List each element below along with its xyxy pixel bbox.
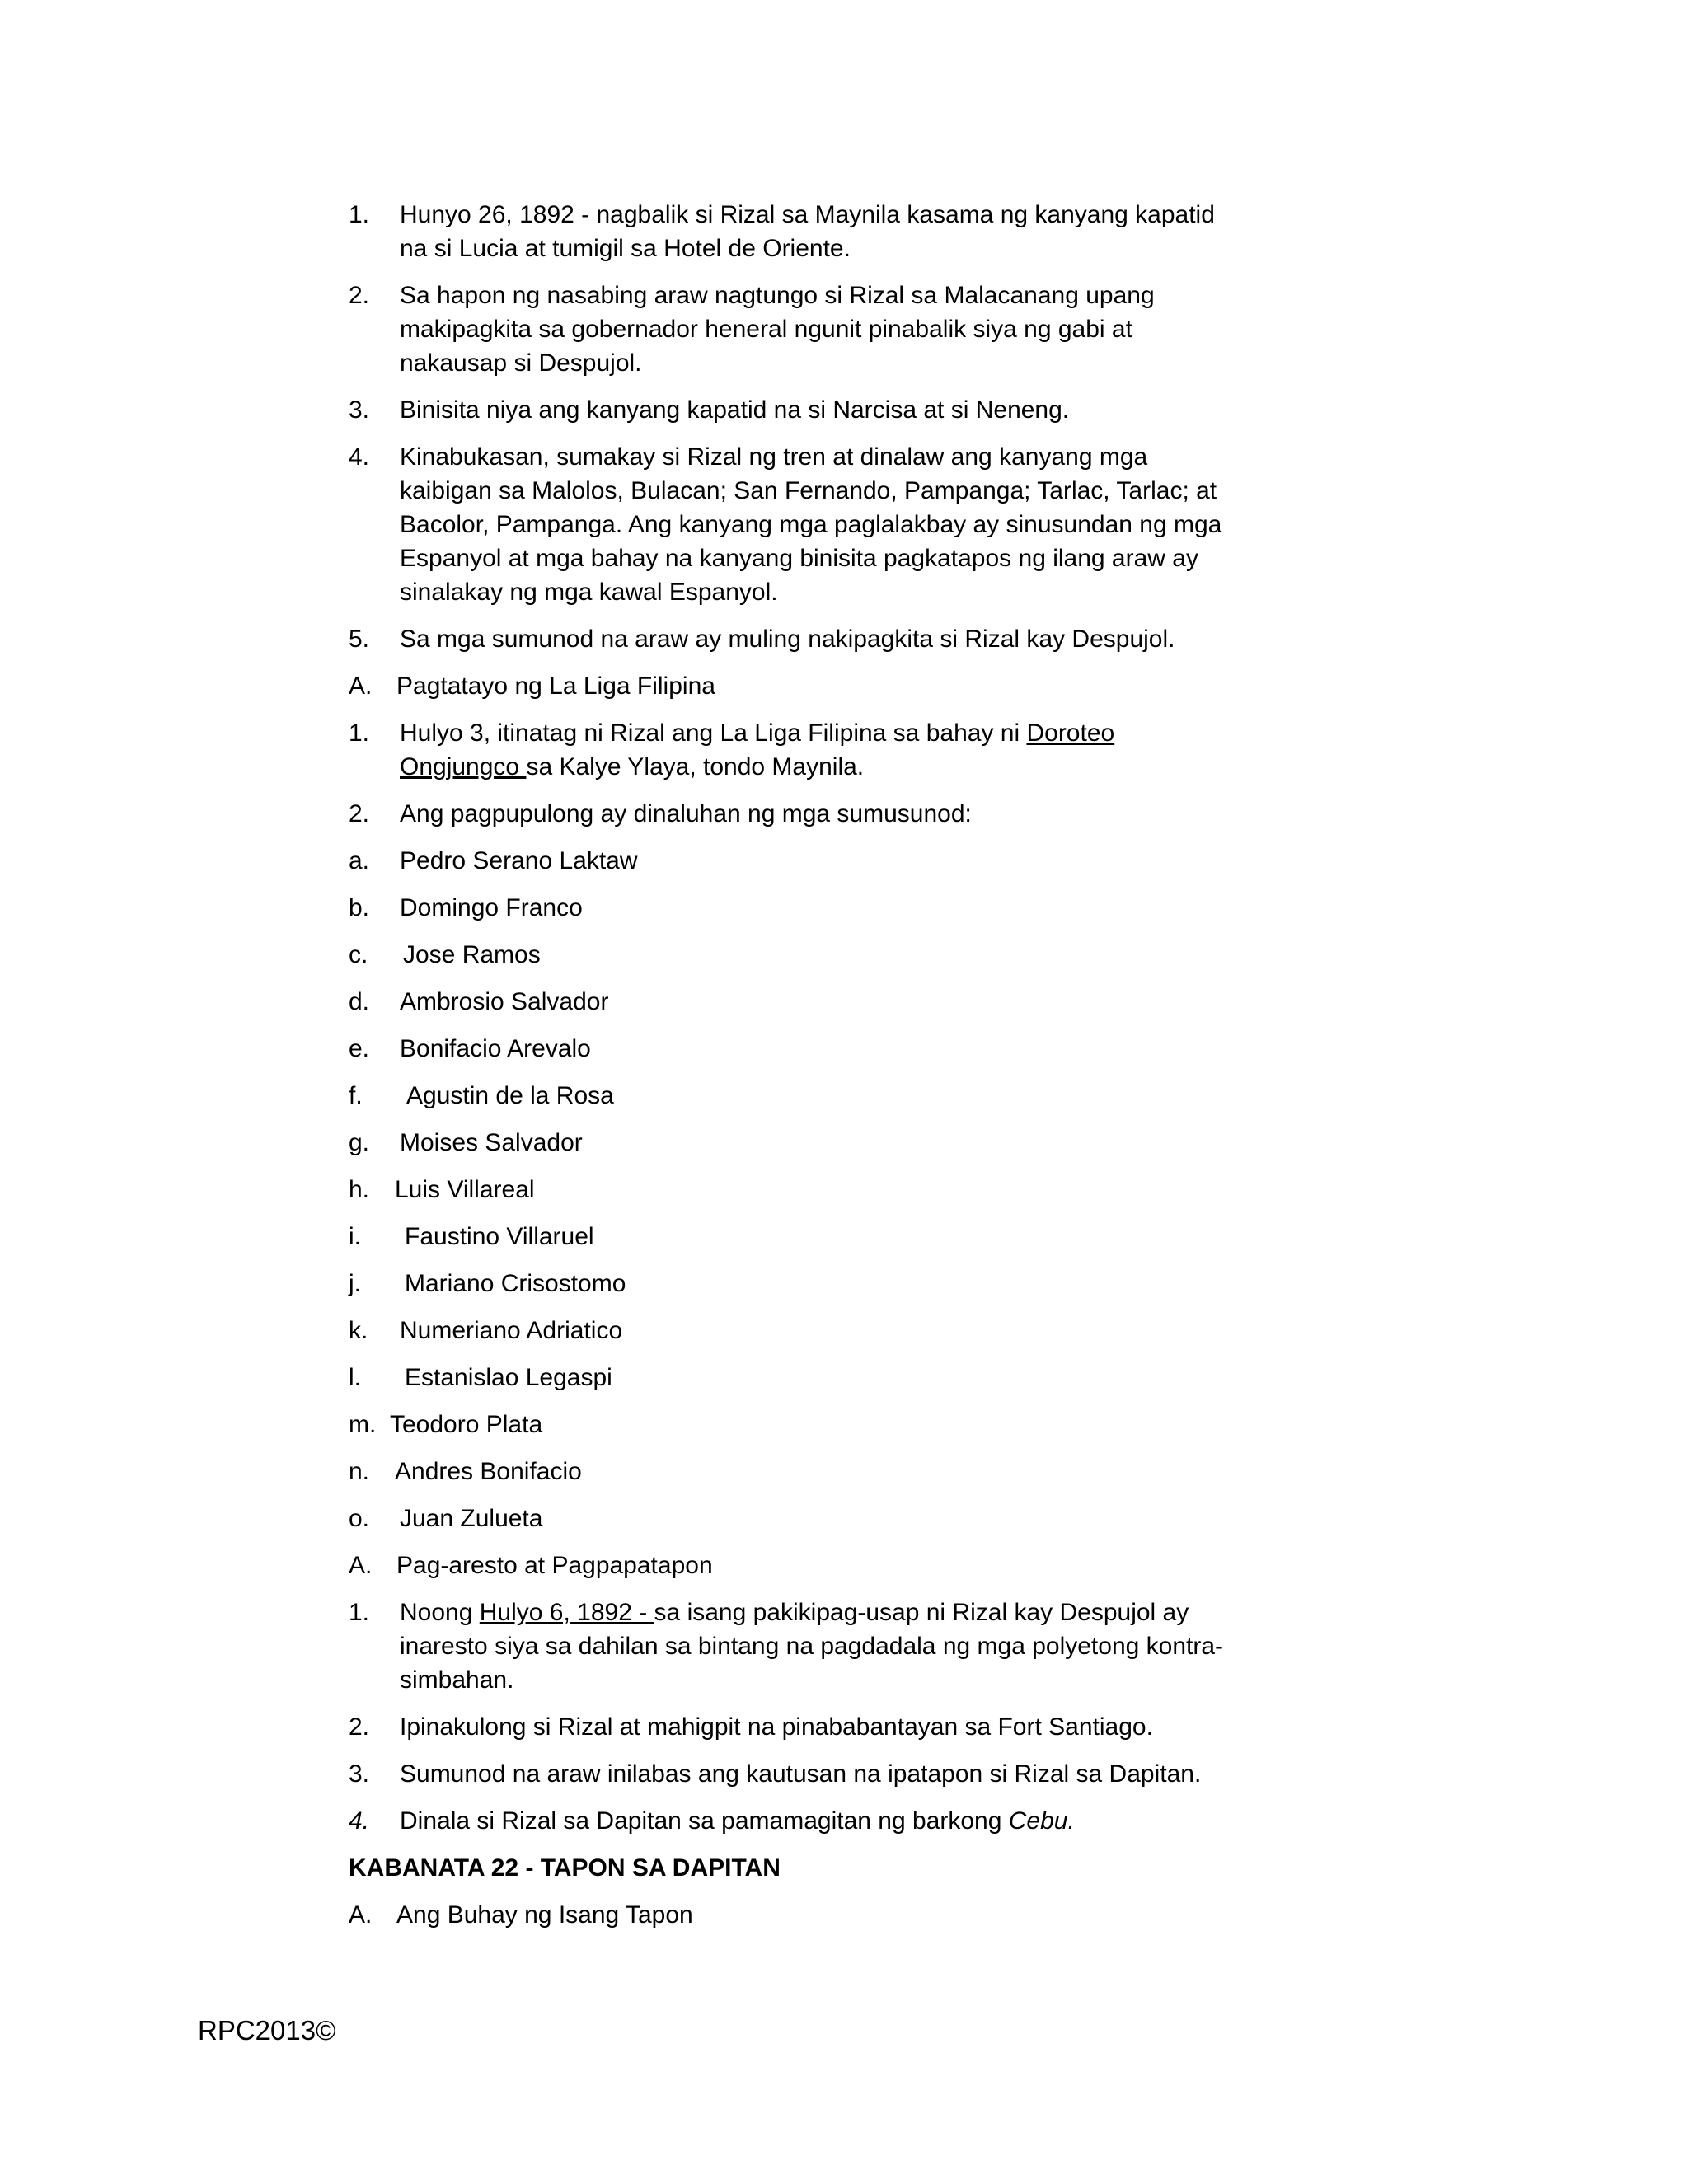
attendee-item <box>349 1079 1239 1113</box>
list-item <box>349 198 1239 265</box>
list-item <box>349 1757 1239 1791</box>
section-heading-liga <box>349 669 1239 703</box>
list-item <box>349 1710 1239 1744</box>
section-title: Pagtatayo ng La Liga Filipina <box>396 673 715 700</box>
attendee-name: Andres Bonifacio <box>395 1458 582 1485</box>
attendee-name: Jose Ramos <box>403 941 541 968</box>
list-item <box>349 622 1239 656</box>
chapter-heading: KABANATA 22 - TAPON SA DAPITAN <box>349 1854 781 1882</box>
list-marker: f. <box>349 1082 363 1109</box>
attendee-item <box>349 1173 1239 1207</box>
list-item-text: Ang pagpupulong ay dinaluhan ng mga sumusunod: <box>400 800 972 827</box>
list-item <box>349 716 1239 784</box>
list-item-text: Sumunod na araw inilabas ang kautusan na ipatapon si Rizal sa Dapitan. <box>400 1760 1202 1788</box>
list-item <box>349 279 1239 380</box>
underlined-name: Doroteo Ongjungco <box>400 719 1115 780</box>
list-marker: 2. <box>349 1713 370 1741</box>
list-marker: k. <box>349 1317 368 1344</box>
list-marker: 2. <box>349 282 370 309</box>
list-marker: 4. <box>349 443 370 471</box>
attendee-item <box>349 1314 1239 1347</box>
list-item-text <box>400 1596 1239 1697</box>
list-marker: 4. <box>349 1807 370 1835</box>
attendee-item <box>349 891 1239 925</box>
attendee-item <box>349 1126 1239 1160</box>
attendee-name: Bonifacio Arevalo <box>400 1035 591 1062</box>
section-heading-aresto <box>349 1549 1239 1582</box>
list-marker: 5. <box>349 626 370 653</box>
attendee-item <box>349 1220 1239 1254</box>
section-marker: A. <box>349 673 373 700</box>
attendee-name: Ambrosio Salvador <box>400 988 609 1015</box>
attendee-name: Teodoro Plata <box>390 1411 543 1438</box>
list-marker: 1. <box>349 719 370 747</box>
attendee-name: Agustin de la Rosa <box>406 1082 614 1109</box>
ship-name: Cebu. <box>1008 1807 1075 1835</box>
attendee-name: Pedro Serano Laktaw <box>400 847 638 874</box>
list-marker: m. <box>349 1411 377 1438</box>
document-body <box>349 198 1239 1945</box>
attendee-name: Juan Zulueta <box>400 1505 543 1532</box>
list-marker: 3. <box>349 1760 370 1788</box>
list-marker: h. <box>349 1176 370 1203</box>
list-marker: n. <box>349 1458 370 1485</box>
attendee-name: Mariano Crisostomo <box>405 1270 626 1297</box>
section-title: Pag-aresto at Pagpapatapon <box>396 1552 713 1579</box>
list-item-text: Kinabukasan, sumakay si Rizal ng tren at dinalaw ang kanyang mga kaibigan sa Malolos, Bulacan; San Fernando, Pampanga; Tarlac, Tarlac; at Bacolor, Pampanga. Ang kanyang mga paglalakbay ay sinusundan ng mga Espanyol at mga bahay na kanyang binisita pagkatapos ng ilang araw ay sinalakay ng mga kawal Espanyol. <box>400 443 1222 606</box>
list-marker: 1. <box>349 1599 370 1626</box>
attendee-name: Faustino Villaruel <box>405 1223 594 1250</box>
attendee-item <box>349 1267 1239 1301</box>
list-item-text: Binisita niya ang kanyang kapatid na si Narcisa at si Neneng. <box>400 396 1070 424</box>
underlined-date: Hulyo 6, 1892 - <box>479 1599 654 1626</box>
list-item <box>349 1596 1239 1697</box>
attendee-item <box>349 1408 1239 1441</box>
list-marker: d. <box>349 988 370 1015</box>
attendee-item <box>349 844 1239 878</box>
list-item-text: Sa hapon ng nasabing araw nagtungo si Rizal sa Malacanang upang makipagkita sa gobernador heneral ngunit pinabalik siya ng gabi at nakausap si Despujol. <box>400 282 1155 377</box>
section-marker: A. <box>349 1901 373 1929</box>
attendee-item <box>349 1032 1239 1066</box>
list-marker: g. <box>349 1129 370 1156</box>
list-marker: 2. <box>349 800 370 827</box>
list-marker: l. <box>349 1364 361 1391</box>
page-footer: RPC2013© <box>198 2015 336 2046</box>
attendee-item <box>349 1455 1239 1488</box>
list-item-text: Hunyo 26, 1892 - nagbalik si Rizal sa Maynila kasama ng kanyang kapatid na si Lucia at tumigil sa Hotel de Oriente. <box>400 201 1215 262</box>
attendee-name: Luis Villareal <box>395 1176 535 1203</box>
list-item-text: Ipinakulong si Rizal at mahigpit na pinababantayan sa Fort Santiago. <box>400 1713 1153 1741</box>
list-marker: a. <box>349 847 370 874</box>
text-run: Noong <box>400 1599 480 1626</box>
section-title: Ang Buhay ng Isang Tapon <box>396 1901 693 1929</box>
attendee-item <box>349 1361 1239 1394</box>
attendee-item <box>349 985 1239 1019</box>
list-marker: 3. <box>349 396 370 424</box>
list-item <box>349 797 1239 831</box>
text-run: Hulyo 3, itinatag ni Rizal ang La Liga Filipina sa bahay ni <box>400 719 1027 747</box>
list-marker: o. <box>349 1505 370 1532</box>
attendee-name: Estanislao Legaspi <box>405 1364 612 1391</box>
list-marker: c. <box>349 941 368 968</box>
list-marker: j. <box>349 1270 361 1297</box>
list-item <box>349 1804 1239 1838</box>
list-item-text: Sa mga sumunod na araw ay muling nakipagkita si Rizal kay Despujol. <box>400 626 1175 653</box>
attendee-item <box>349 1502 1239 1535</box>
list-item <box>349 440 1239 609</box>
list-marker: e. <box>349 1035 370 1062</box>
list-marker: 1. <box>349 201 370 228</box>
list-item <box>349 393 1239 427</box>
attendee-name: Moises Salvador <box>400 1129 583 1156</box>
list-marker: b. <box>349 894 370 921</box>
list-item-text <box>400 1804 1239 1838</box>
attendee-name: Domingo Franco <box>400 894 583 921</box>
text-run: Dinala si Rizal sa Dapitan sa pamamagitan ng barkong <box>400 1807 1009 1835</box>
section-heading-buhay <box>349 1898 1239 1932</box>
attendee-name: Numeriano Adriatico <box>400 1317 623 1344</box>
section-marker: A. <box>349 1552 373 1579</box>
text-run: sa isang pakikipag-usap ni Rizal kay Despujol ay inaresto siya sa dahilan sa bintang na pagdadala ng mga polyetong kontra-simbahan. <box>400 1599 1224 1694</box>
text-run: sa Kalye Ylaya, tondo Maynila. <box>526 753 865 780</box>
list-marker: i. <box>349 1223 361 1250</box>
attendee-item <box>349 938 1239 972</box>
list-item-text <box>400 716 1239 784</box>
